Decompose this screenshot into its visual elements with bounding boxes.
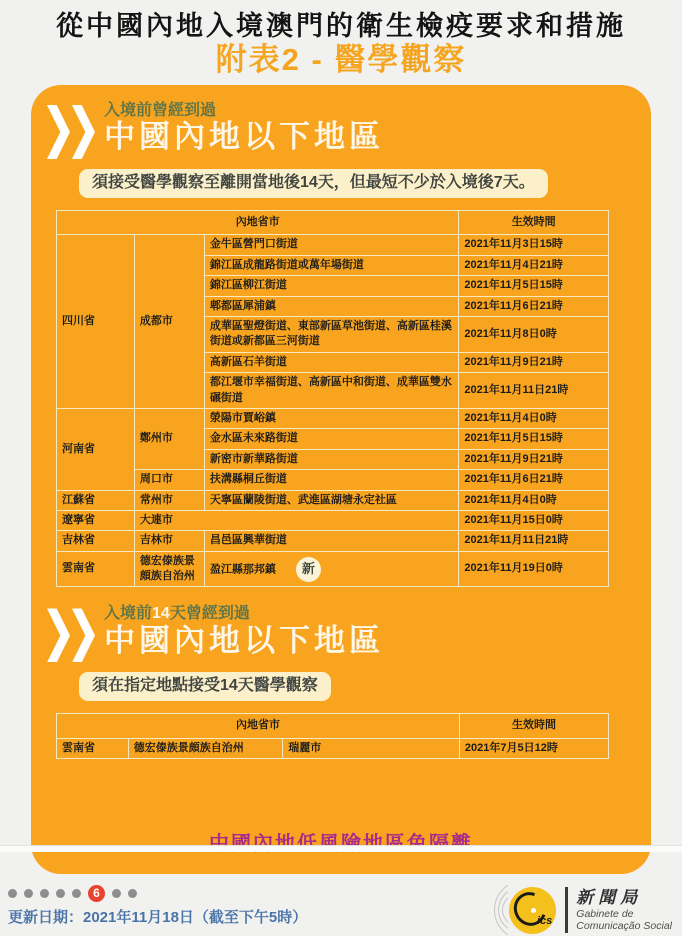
double-chevron-icon bbox=[47, 105, 95, 159]
section-1-requirement-pill: 須接受醫學觀察至離開當地後14天，但最短不少於入境後7天。 bbox=[79, 169, 548, 198]
street-cell: 新密市新華路街道 bbox=[204, 449, 458, 469]
low-risk-note bbox=[31, 827, 651, 860]
street-cell: 滎陽市賈峪鎮 bbox=[204, 408, 458, 428]
city-cell: 成都市 bbox=[134, 235, 204, 409]
province-cell: 吉林省 bbox=[57, 531, 135, 551]
pagination-dot[interactable] bbox=[112, 889, 121, 898]
section-1-eyebrow: 入境前曾經到過 bbox=[104, 102, 217, 120]
pagination-dot-active[interactable]: 6 bbox=[88, 885, 105, 902]
street-cell bbox=[204, 551, 458, 587]
section-1-header bbox=[31, 101, 651, 159]
chevron-right-icon bbox=[47, 608, 70, 662]
table-row bbox=[57, 408, 609, 428]
street-cell: 金水區未來路街道 bbox=[204, 429, 458, 449]
time-cell: 2021年11月11日21時 bbox=[459, 373, 609, 409]
pagination-dot[interactable] bbox=[40, 889, 49, 898]
chevron-right-icon bbox=[72, 105, 95, 159]
time-cell: 2021年11月9日21時 bbox=[459, 352, 609, 372]
street-cell: 金牛區營門口街道 bbox=[204, 235, 458, 255]
logo-name-chinese: 新聞局 bbox=[576, 887, 643, 907]
city-cell: 大連市 bbox=[134, 510, 459, 530]
column-header-region: 內地省市 bbox=[57, 211, 459, 235]
time-cell: 2021年11月6日21時 bbox=[459, 470, 609, 490]
gcs-logo bbox=[493, 884, 672, 936]
table-row bbox=[57, 510, 609, 530]
time-cell: 2021年11月9日21時 bbox=[459, 449, 609, 469]
city-cell: 瑞麗市 bbox=[283, 738, 460, 758]
eyebrow-highlight: 14 bbox=[152, 605, 170, 623]
time-cell: 2021年11月15日0時 bbox=[459, 510, 609, 530]
gcs-monogram: ics bbox=[536, 914, 553, 927]
city-cell: 鄭州市 bbox=[134, 408, 204, 469]
table-header-row bbox=[57, 211, 609, 235]
table-row bbox=[57, 551, 609, 587]
province-cell: 江蘇省 bbox=[57, 490, 135, 510]
time-cell: 2021年11月3日15時 bbox=[459, 235, 609, 255]
province-cell: 河南省 bbox=[57, 408, 135, 490]
chevron-right-icon bbox=[47, 105, 70, 159]
chevron-right-icon bbox=[72, 608, 95, 662]
column-header-time: 生效時間 bbox=[459, 714, 608, 738]
new-badge: 新 bbox=[296, 557, 321, 582]
info-card bbox=[31, 85, 651, 874]
prefecture-cell: 德宏傣族景頗族自治州 bbox=[128, 738, 283, 758]
sound-waves-icon bbox=[493, 884, 508, 936]
table-row bbox=[57, 490, 609, 510]
street-name: 盈江縣那邦鎮 bbox=[209, 562, 276, 575]
regions-table-1 bbox=[56, 210, 609, 587]
street-cell: 錦江區成龍路街道或萬年場街道 bbox=[204, 255, 458, 275]
regions-table-2 bbox=[56, 713, 609, 759]
eyebrow-text: 天曾經到過 bbox=[169, 605, 250, 623]
pagination-dots bbox=[8, 884, 307, 902]
time-cell: 2021年11月8日0時 bbox=[459, 316, 609, 352]
section-2-header bbox=[31, 604, 651, 662]
city-cell: 常州市 bbox=[134, 490, 204, 510]
bottom-strip bbox=[0, 845, 682, 852]
pagination-dot[interactable] bbox=[72, 889, 81, 898]
table-row bbox=[57, 531, 609, 551]
double-chevron-icon bbox=[47, 608, 95, 662]
table-row bbox=[57, 235, 609, 255]
street-cell: 扶溝縣桐丘街道 bbox=[204, 470, 458, 490]
section-2-requirement-pill: 須在指定地點接受14天醫學觀察 bbox=[79, 672, 331, 701]
time-cell: 2021年11月19日0時 bbox=[459, 551, 609, 587]
pagination-dot[interactable] bbox=[8, 889, 17, 898]
time-cell: 2021年11月4日0時 bbox=[459, 408, 609, 428]
province-cell: 雲南省 bbox=[57, 738, 129, 758]
street-cell: 天寧區蘭陵街道、武進區湖塘永定社區 bbox=[204, 490, 458, 510]
footer bbox=[0, 874, 682, 936]
city-cell: 吉林市 bbox=[134, 531, 204, 551]
street-cell: 高新區石羊街道 bbox=[204, 352, 458, 372]
time-cell: 2021年11月5日15時 bbox=[459, 276, 609, 296]
eyebrow-text: 入境前 bbox=[104, 605, 153, 623]
table-row bbox=[57, 738, 609, 758]
gcs-circle-icon bbox=[509, 887, 556, 934]
section-2-heading: 中國內地以下地區 bbox=[104, 622, 384, 658]
table-row bbox=[57, 470, 609, 490]
time-cell: 2021年7月5日12時 bbox=[459, 738, 608, 758]
column-header-region: 內地省市 bbox=[57, 714, 460, 738]
column-header-time: 生效時間 bbox=[459, 211, 609, 235]
section-1-heading: 中國內地以下地區 bbox=[104, 119, 384, 155]
street-cell: 成華區聖燈街道、東部新區草池街道、高新區桂溪街道或新都區三河街道 bbox=[204, 316, 458, 352]
city-cell: 德宏傣族景頗族自治州 bbox=[134, 551, 204, 587]
update-date: 更新日期：2021年11月18日（截至下午5時） bbox=[8, 909, 308, 927]
province-cell: 遼寧省 bbox=[57, 510, 135, 530]
time-cell: 2021年11月6日21時 bbox=[459, 296, 609, 316]
province-cell: 四川省 bbox=[57, 235, 135, 409]
section-2-eyebrow bbox=[104, 604, 384, 623]
logo-divider bbox=[565, 887, 568, 933]
time-cell: 2021年11月4日0時 bbox=[459, 490, 609, 510]
street-cell: 錦江區柳江街道 bbox=[204, 276, 458, 296]
logo-name-pt-1: Gabinete de bbox=[576, 907, 634, 920]
page-title: 從中國內地入境澳門的衛生檢疫要求和措施 bbox=[56, 11, 626, 41]
time-cell: 2021年11月5日15時 bbox=[459, 429, 609, 449]
province-cell: 雲南省 bbox=[57, 551, 135, 587]
pagination-dot[interactable] bbox=[128, 889, 137, 898]
page-subtitle: 附表2 - 醫學觀察 bbox=[215, 42, 467, 78]
street-cell: 都江堰市幸福街道、高新區中和街道、成華區雙水碾街道 bbox=[204, 373, 458, 409]
city-cell: 周口市 bbox=[134, 470, 204, 490]
street-cell: 昌邑區興華街道 bbox=[204, 531, 458, 551]
street-cell: 郫都區犀浦鎮 bbox=[204, 296, 458, 316]
pagination-dot[interactable] bbox=[24, 889, 33, 898]
time-cell: 2021年11月11日21時 bbox=[459, 531, 609, 551]
logo-name-pt-2: Comunicação Social bbox=[576, 919, 672, 932]
time-cell: 2021年11月4日21時 bbox=[459, 255, 609, 275]
table-header-row bbox=[57, 714, 609, 738]
pagination-dot[interactable] bbox=[56, 889, 65, 898]
